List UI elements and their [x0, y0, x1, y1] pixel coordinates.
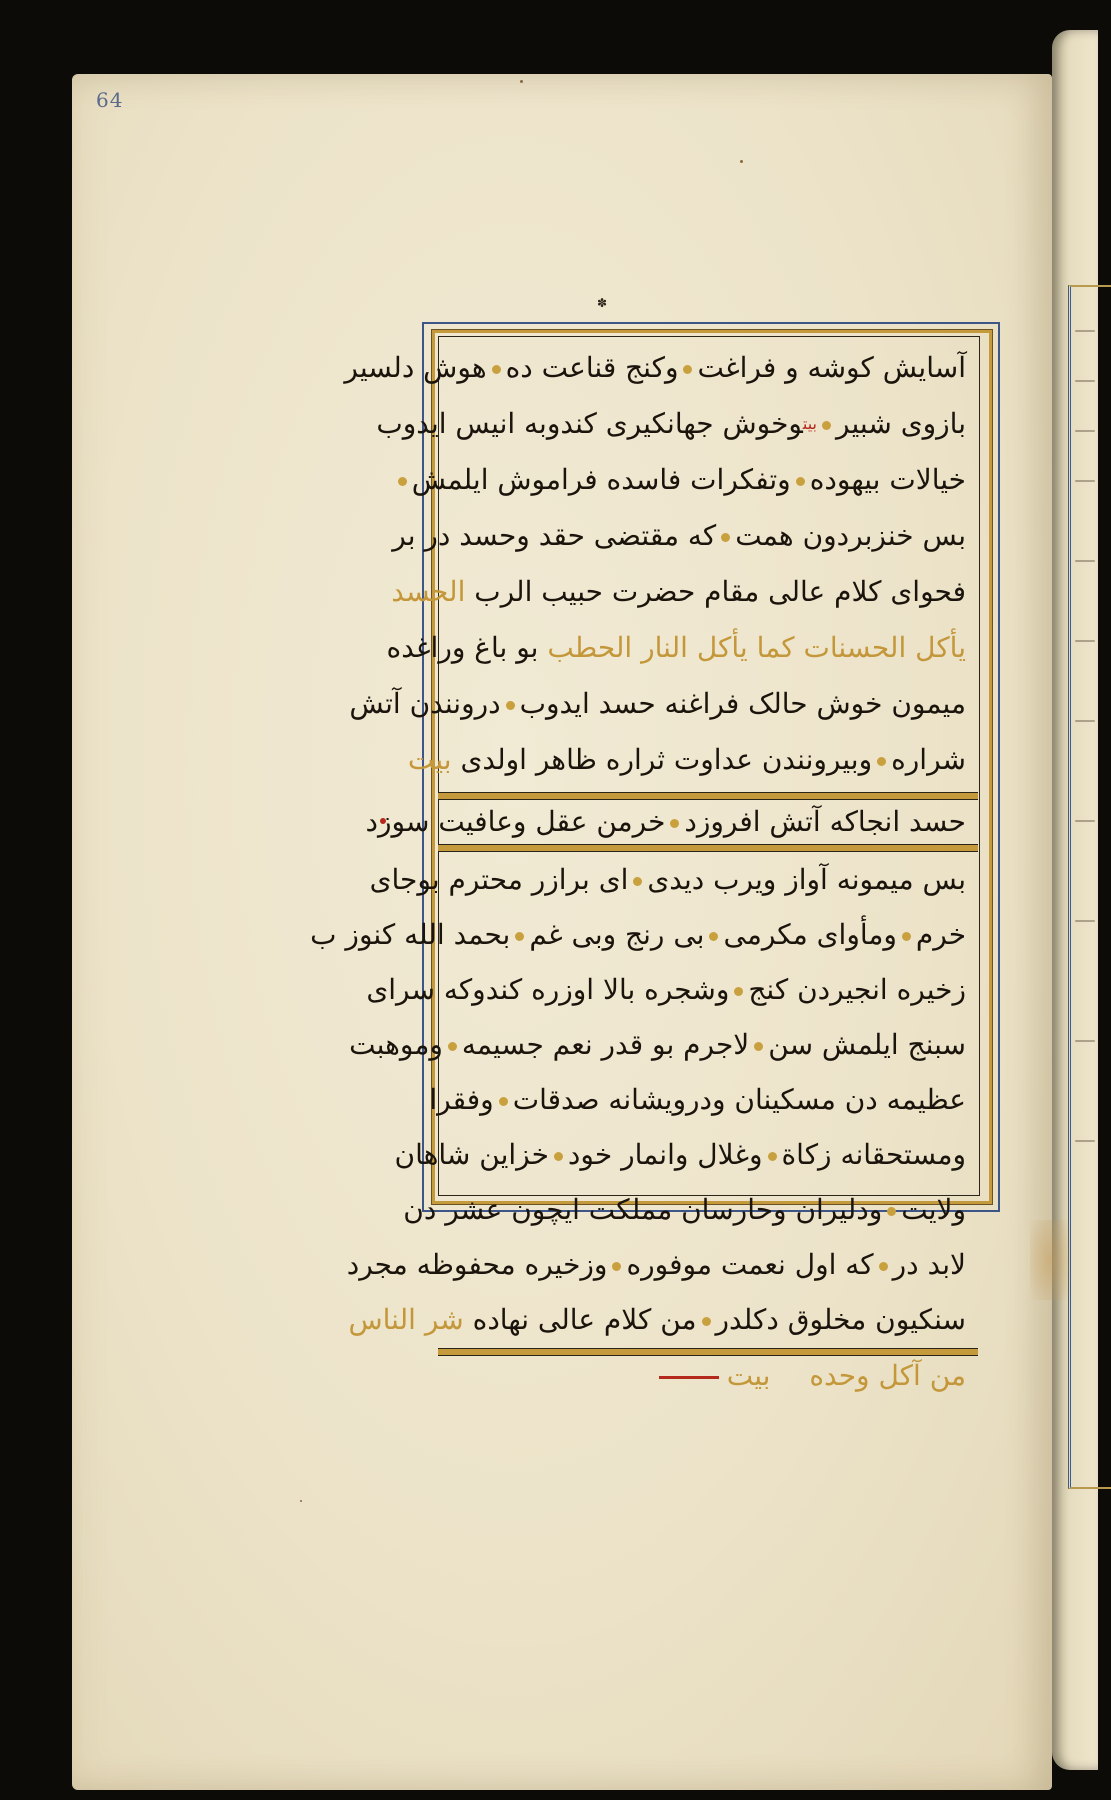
text-segment: وبیرونندن عداوت ثراره ظاهر اولدی [460, 743, 873, 776]
text-line [394, 1127, 978, 1182]
facing-text-line [1075, 640, 1095, 642]
punctuation-dot [506, 701, 515, 710]
text-line [346, 1237, 978, 1292]
gold-text: شر الناس [348, 1303, 464, 1336]
paper-speck [300, 1500, 302, 1502]
punctuation-dot [398, 477, 407, 486]
text-segment: وفقرا [429, 1083, 494, 1116]
text-line [344, 340, 978, 396]
panel-divider [438, 792, 978, 800]
verse-panel-bottom [440, 1356, 978, 1396]
rubric-dash [659, 1376, 719, 1379]
facing-text-line [1075, 820, 1095, 822]
text-segment: لابد در [892, 1248, 966, 1281]
text-line [411, 452, 978, 508]
facing-text-line [1075, 330, 1095, 332]
gold-verse-marker: بیت [726, 1359, 771, 1392]
text-segment: خرم [915, 918, 966, 951]
punctuation-dot [734, 987, 743, 996]
text-segment: بحمد الله کنوز ب [310, 918, 511, 951]
facing-text-line [1075, 720, 1095, 722]
text-panel-1 [344, 340, 978, 792]
text-segment: فحوای کلام عالی مقام حضرت حبیب الرب [474, 575, 966, 608]
punctuation-dot [822, 421, 831, 430]
text-line [403, 1182, 978, 1237]
facing-text-line [1075, 480, 1095, 482]
punctuation-dot [721, 533, 730, 542]
punctuation-dot [879, 1262, 888, 1271]
punctuation-dot [492, 365, 501, 374]
text-segment: بی رنج وبی غم [529, 918, 705, 951]
punctuation-dot [515, 932, 524, 941]
text-line [386, 620, 978, 676]
paper-speck [520, 80, 523, 83]
text-segment: وکنج قناعت ده [505, 351, 679, 384]
text-line [310, 907, 978, 962]
text-segment: ای برازر محترم بوجای [369, 863, 629, 896]
text-line [348, 1292, 978, 1347]
text-segment: بو باغ وراغده [386, 631, 539, 664]
paper-stain [1030, 1220, 1070, 1300]
text-segment: زخیره انجیردن کنج [748, 973, 966, 1006]
punctuation-dot [612, 1262, 621, 1271]
facing-page-frame [1068, 285, 1111, 1489]
panel-divider [438, 844, 978, 852]
text-segment: وموهبت [349, 1028, 443, 1061]
punctuation-dot [796, 477, 805, 486]
punctuation-dot [754, 1042, 763, 1051]
paper-speck [740, 160, 743, 163]
text-segment: خیالات بیهوده [809, 463, 966, 496]
rubric-word: بیت [802, 414, 817, 433]
text-segment: ولایت [901, 1193, 966, 1226]
gold-hadith: یأکل الحسنات کما یأکل النار الحطب [547, 631, 966, 664]
text-segment: عظیمه دن مسکینان ودرویشانه صدقات [512, 1083, 966, 1116]
punctuation-dot [670, 819, 679, 828]
gold-verse-marker: بیت [407, 743, 452, 776]
text-line [391, 564, 978, 620]
text-segment: آسایش کوشه و فراغت [697, 351, 966, 384]
text-segment: لاجرم بو قدر نعم جسیمه [461, 1028, 750, 1061]
text-segment: هوش دلسیر [344, 351, 487, 384]
punctuation-dot [877, 757, 886, 766]
punctuation-dot [448, 1042, 457, 1051]
text-segment: ومأوای مکرمی [723, 918, 897, 951]
hemistich: خرمن عقل وعافیت سوزد [365, 805, 666, 838]
text-segment: من کلام عالی نهاده [472, 1303, 697, 1336]
facing-text-line [1075, 920, 1095, 922]
punctuation-dot [499, 1097, 508, 1106]
facing-text-line [1075, 380, 1095, 382]
text-segment: که اول نعمت موفوره [626, 1248, 874, 1281]
text-segment: بس میمونه آواز ویرب دیدی [647, 863, 966, 896]
text-line [349, 676, 978, 732]
text-panel-2 [310, 852, 978, 1348]
gold-text: الحسد [391, 575, 466, 608]
catchword-mark: ✽ [597, 296, 608, 310]
punctuation-dot [709, 932, 718, 941]
text-segment: وتفکرات فاسده فراموش ایلمش [411, 463, 791, 496]
hemistich: حسد انجاکه آتش افروزد [684, 805, 966, 838]
text-segment: خزاین شاهان [394, 1138, 549, 1171]
text-line [369, 852, 978, 907]
text-line [407, 732, 978, 788]
punctuation-dot [887, 1207, 896, 1216]
text-line [366, 962, 978, 1017]
gold-text: من آکل وحده [809, 1359, 966, 1392]
text-segment: وشجره بالا اوزره کندوکه سرای [366, 973, 730, 1006]
text-segment: سنکیون مخلوق دکلدر [715, 1303, 966, 1336]
punctuation-dot [768, 1152, 777, 1161]
text-segment: بس خنزبردون همت [735, 519, 966, 552]
punctuation-dot [633, 877, 642, 886]
text-segment: که مقتضی حقد وحسد در بر [392, 519, 717, 552]
text-segment: شراره [891, 743, 966, 776]
punctuation-dot [683, 365, 692, 374]
text-segment: وخوش جهانکیری کندوبه انیس ایدوب [376, 407, 803, 440]
text-line [376, 396, 978, 452]
text-segment: بازوی شبیر [836, 407, 966, 440]
facing-text-line [1075, 1140, 1095, 1142]
text-segment: سبنج ایلمش سن [768, 1028, 966, 1061]
text-segment: وغلال وانمار خود [567, 1138, 763, 1171]
text-segment: وزخیره محفوظه مجرد [346, 1248, 608, 1281]
text-segment: ومستحقانه زکاة [781, 1138, 966, 1171]
folio-number: 64 [96, 88, 124, 112]
punctuation-dot [702, 1317, 711, 1326]
text-segment: ودلیران وحارسان مملکت ایچون عشر دن [403, 1193, 883, 1226]
facing-text-line [1075, 430, 1095, 432]
punctuation-dot [554, 1152, 563, 1161]
verse-line [365, 800, 978, 844]
text-line [429, 1072, 978, 1127]
text-line [349, 1017, 978, 1072]
text-line [392, 508, 978, 564]
text-segment: میمون خوش حالک فراغنه حسد ایدوب [519, 687, 966, 720]
text-segment: درونندن آتش [349, 687, 501, 720]
facing-text-line [1075, 1040, 1095, 1042]
facing-text-line [1075, 560, 1095, 562]
punctuation-dot [902, 932, 911, 941]
verse-line [440, 1356, 978, 1396]
panel-divider [438, 1348, 978, 1356]
verse-panel [365, 800, 978, 844]
